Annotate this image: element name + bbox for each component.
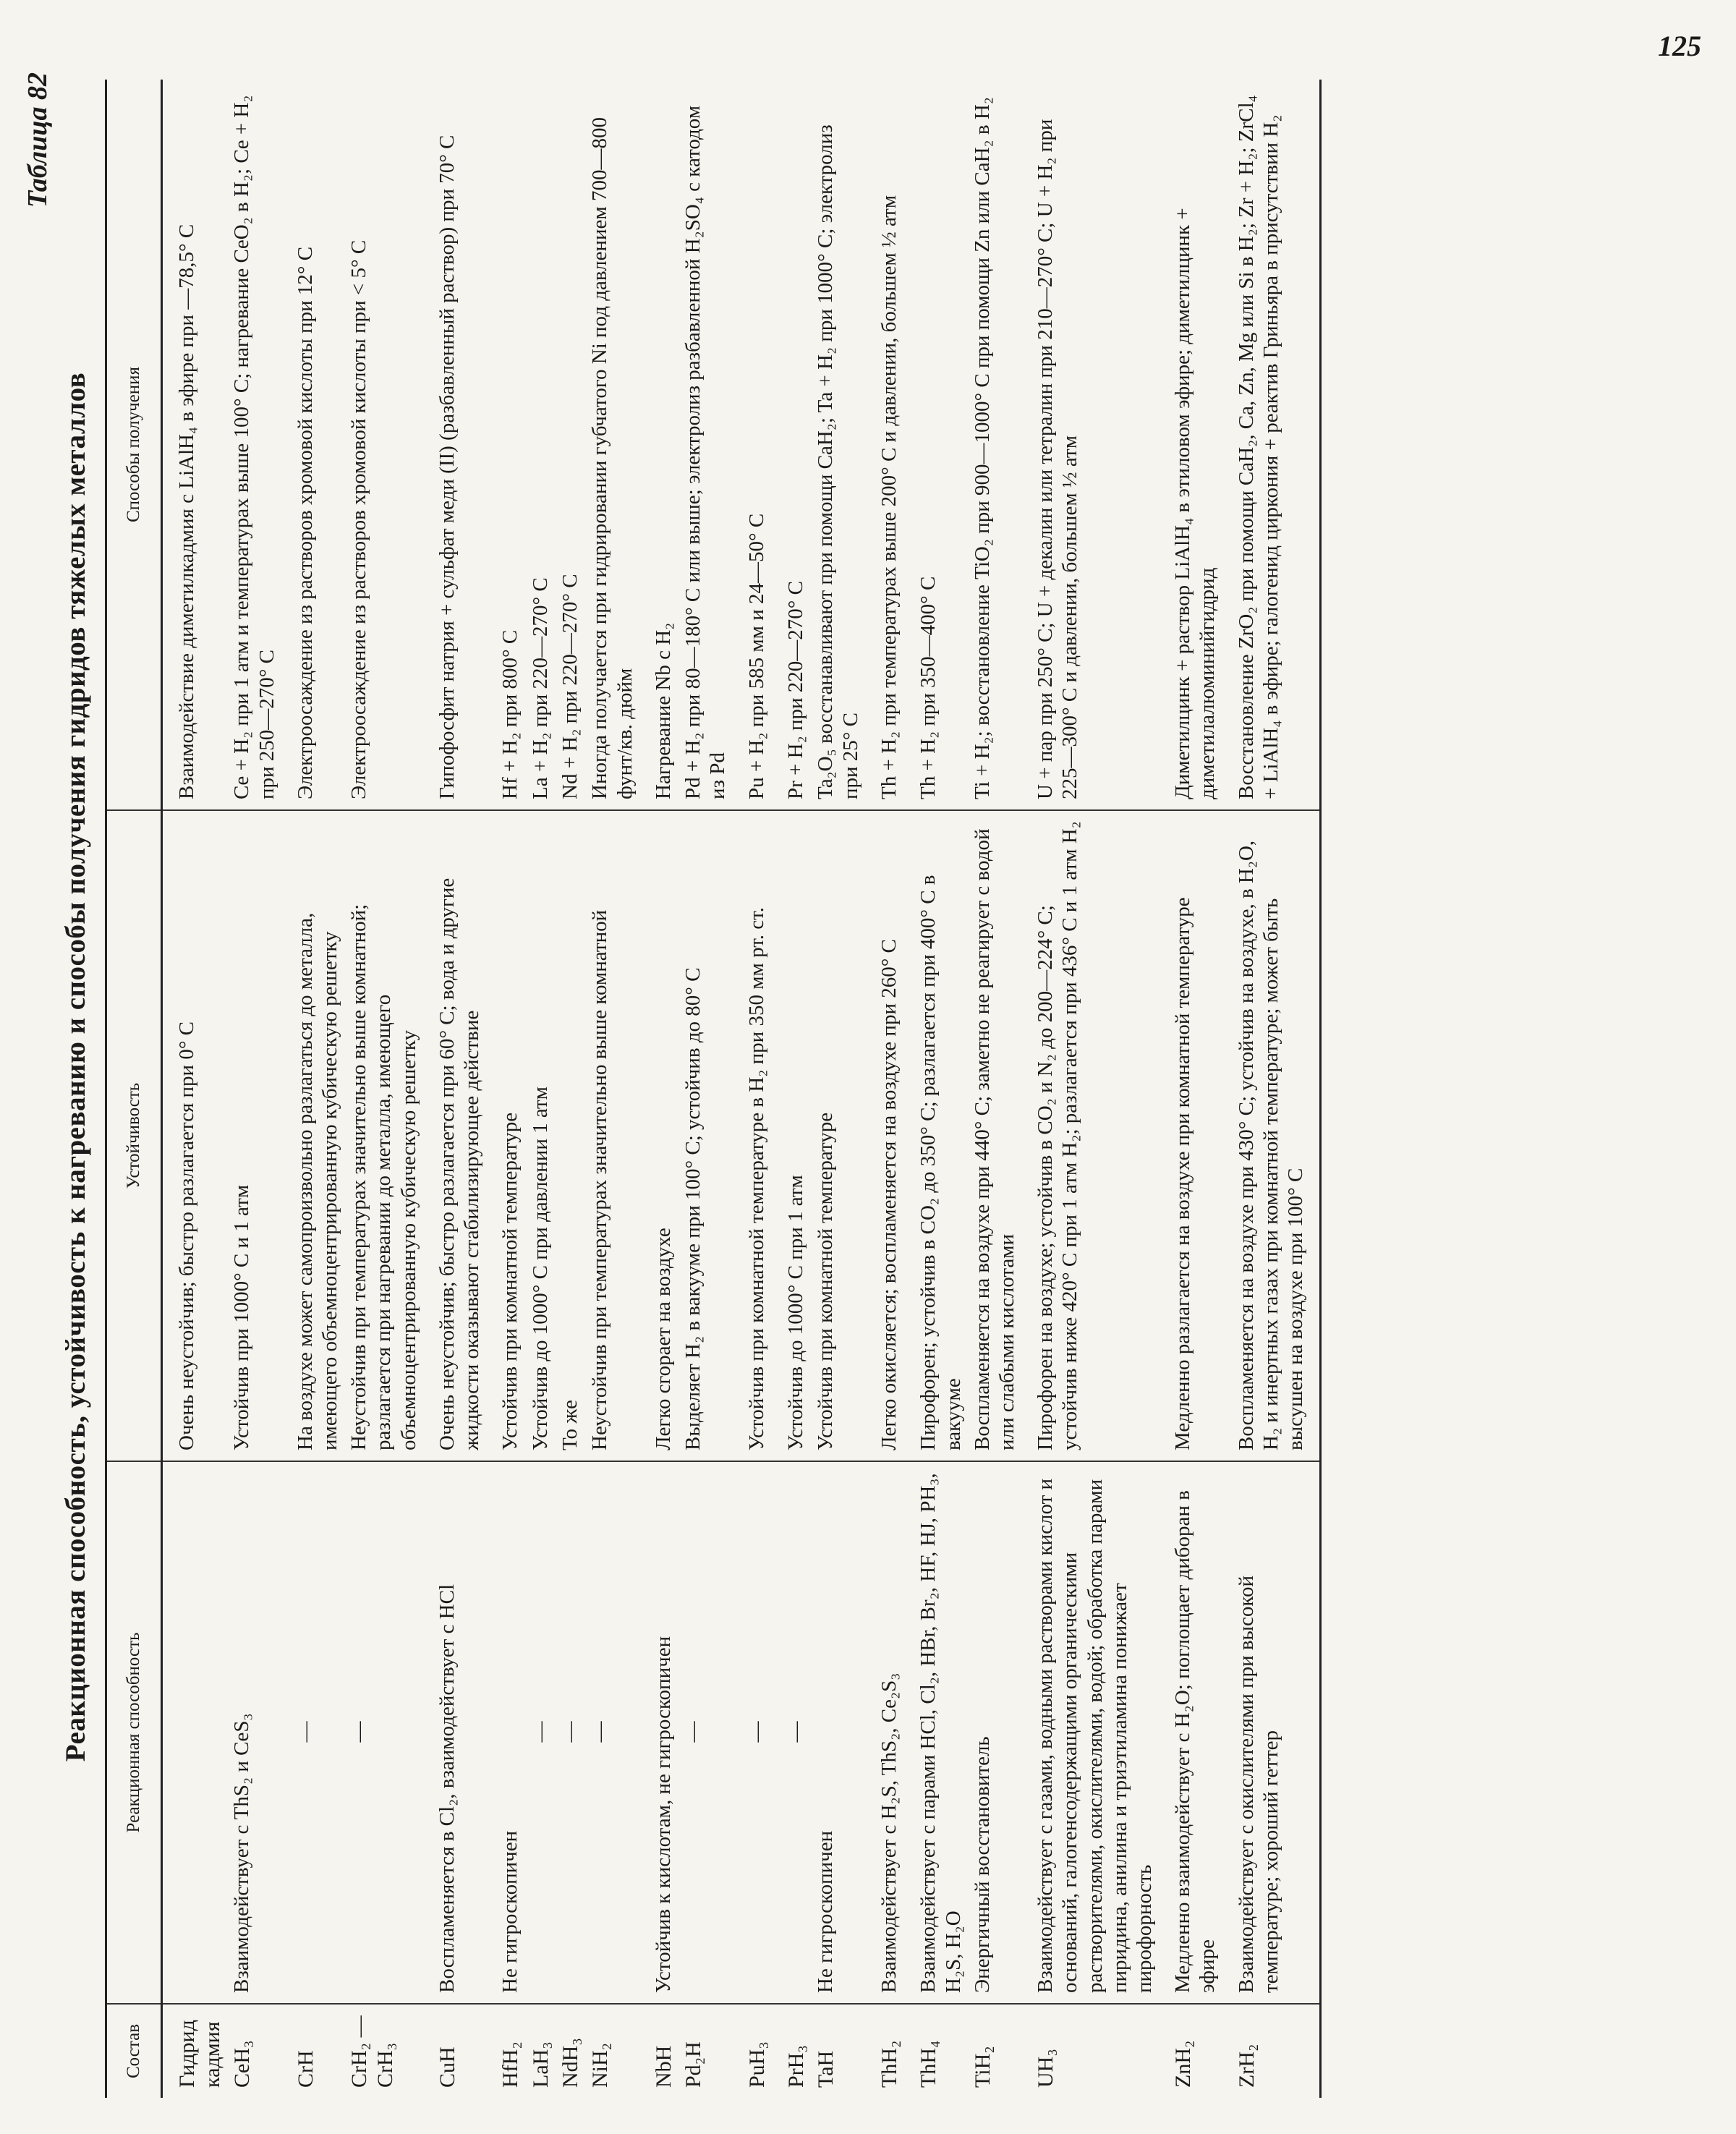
table-row (423, 80, 486, 2098)
dash-placeholder: — (293, 1721, 317, 1743)
reactivity-cell (678, 1461, 732, 2004)
reactivity-cell: Медленно взаимодействует с H₂O; поглощает диборан в эфире (1159, 1461, 1222, 2004)
preparation-cell: Нагревание Nb с H₂ (639, 80, 678, 810)
reactivity-cell (344, 1461, 423, 2004)
formula-cell: CrH₂ — CrH₃ (347, 2015, 397, 2088)
table-row (486, 80, 525, 2098)
reactivity-cell (556, 1461, 585, 2004)
reactivity-cell (585, 1461, 639, 2004)
stability-cell: Выделяет H₂ в вакууме при 100° С; устойчив до 80° С (678, 810, 732, 1461)
reactivity-cell: Не гигроскопичен (486, 1461, 525, 2004)
table-row (968, 80, 1021, 2098)
formula-cell: ZrH₂ (1222, 2004, 1321, 2098)
stability-cell: Устойчив до 1000° С при 1 атм (772, 810, 811, 1461)
reactivity-cell: Взаимодействует с H₂S, ThS₂, Ce₂S₃ (865, 1461, 904, 2004)
preparation-cell: Pd + H₂ при 80—180° С или выше; электролиз разбавленной H₂SO₄ с катодом из Pd (678, 80, 732, 810)
formula-cell: HfH₂ (498, 2041, 523, 2088)
preparation-cell: Диметилцинк + раствор LiAlH₄ в этиловом эфире; диметилцинк + диметилалюминийгидрид (1159, 80, 1222, 810)
reactivity-cell (772, 1461, 811, 2004)
table-row (865, 80, 904, 2098)
preparation-cell: Электроосаждение из растворов хромовой кислоты при 12° С (281, 80, 344, 810)
reactivity-cell: Взаимодействует с ThS₂ и CeS₃ (227, 1461, 281, 2004)
reactivity-cell: Взаимодействует с газами, водными растворами кислот и оснований, галогенсодержащими органическими растворителями, окислителями, водой; обработка парами пиридина, анилина и триэтиламина понижает пирофорность (1021, 1461, 1159, 2004)
table-row (639, 80, 678, 2098)
stability-cell: Пирофорен на воздухе; устойчив в CO₂ и N₂ до 200—224° С; устойчив ниже 420° С при 1 атм H₂; разлагается при 436° С и 1 атм H₂ (1021, 810, 1159, 1461)
dash-placeholder: — (558, 1721, 582, 1743)
formula-cell: UH₃ (1034, 2049, 1058, 2088)
formula-cell: CrH (293, 2050, 318, 2088)
column-header-reactivity: Реакционная способность (106, 1461, 162, 2004)
stability-cell: На воздухе может самопроизвольно разлагаться до металла, имеющего объемноцентрированную кубическую решетку (281, 810, 344, 1461)
reactivity-cell: Воспламеняется в Cl₂, взаимодействует с HCl (423, 1461, 486, 2004)
dash-placeholder: — (347, 1721, 371, 1743)
table-row (1159, 80, 1222, 2098)
table-row (904, 80, 967, 2098)
table-row (811, 80, 864, 2098)
preparation-cell: Pu + H₂ при 585 мм и 24—50° С (733, 80, 772, 810)
dash-placeholder: — (588, 1721, 612, 1743)
preparation-cell: Иногда получается при гидрировании губчатого Ni под давлением 700—800 фунт/кв. дюйм (585, 80, 639, 810)
table-row (281, 80, 344, 2098)
dash-placeholder: — (744, 1721, 768, 1743)
preparation-cell: Электроосаждение из растворов хромовой кислоты при < 5° С (344, 80, 423, 810)
formula-cell: NbH (651, 2045, 676, 2088)
table-row (526, 80, 556, 2098)
reactivity-cell: Взаимодействует с окислителями при высокой температуре; хороший геттер (1222, 1461, 1321, 2004)
stability-cell: Очень неустойчив; быстро разлагается при 0° С (161, 810, 227, 1461)
column-header-preparation: Способы получения (106, 80, 162, 810)
table-row (1021, 80, 1159, 2098)
stability-cell: Неустойчив при температурах значительно выше комнатной (585, 810, 639, 1461)
formula-cell: PuH₃ (744, 2041, 769, 2088)
formula-cell: NiH₂ (588, 2042, 613, 2088)
formula-cell: TaH (814, 2050, 838, 2088)
table-row (227, 80, 281, 2098)
table-row (556, 80, 585, 2098)
stability-cell: Устойчив при комнатной температуре (811, 810, 864, 1461)
table-label: Таблица 82 (22, 72, 53, 208)
reactivity-cell (161, 1461, 227, 2004)
stability-cell: Легко окисляется; воспламеняется на воздухе при 260° С (865, 810, 904, 1461)
reactivity-cell: Взаимодействует с парами HCl, Cl₂, HBr, Br₂, HF, HJ, PH₃, H₂S, H₂O (904, 1461, 967, 2004)
preparation-cell: Th + H₂ при 350—400° С (904, 80, 967, 810)
table-row (1222, 80, 1321, 2098)
stability-cell: Медленно разлагается на воздухе при комнатной температуре (1159, 810, 1222, 1461)
table-row (585, 80, 639, 2098)
stability-cell: Устойчив при 1000° С и 1 атм (227, 810, 281, 1461)
stability-cell: То же (556, 810, 585, 1461)
stability-cell: Воспламеняется на воздухе при 440° С; заметно не реагирует с водой или слабыми кислотами (968, 810, 1021, 1461)
preparation-cell: Hf + H₂ при 800° С (486, 80, 525, 810)
rotated-table-page (0, 43, 1729, 2134)
preparation-cell: Nd + H₂ при 220—270° С (556, 80, 585, 810)
table-row (678, 80, 732, 2098)
reactivity-cell: Устойчив к кислотам, не гигроскопичен (639, 1461, 678, 2004)
preparation-cell: Ti + H₂; восстановление TiO₂ при 900—1000° С при помощи Zn или CaH₂ в H₂ (968, 80, 1021, 810)
dash-placeholder: — (681, 1721, 705, 1743)
reactivity-cell (281, 1461, 344, 2004)
formula-cell: ThH₄ (916, 2040, 941, 2088)
header-row (106, 80, 162, 2098)
table-title: Реакционная способность, устойчивость к нагреванию и способы получения гидридов тяжелых металлов (60, 372, 91, 1762)
preparation-cell: Pr + H₂ при 220—270° С (772, 80, 811, 810)
preparation-cell: La + H₂ при 220—270° С (526, 80, 556, 810)
formula-cell: ZnH₂ (1171, 2040, 1196, 2088)
stability-cell: Пирофорен; устойчив в CO₂ до 350° С; разлагается при 400° С в вакууме (904, 810, 967, 1461)
preparation-cell: Ta₂O₅ восстанавливают при помощи CaH₂; Ta + H₂ при 1000° С; электролиз при 25° С (811, 80, 864, 810)
preparation-cell: U + пар при 250° С; U + декалин или тетралин при 210—270° С; U + H₂ при 225—300° С и давлении, большем ½ атм (1021, 80, 1159, 810)
column-header-composition: Состав (106, 2004, 162, 2098)
stability-cell: Очень неустойчив; быстро разлагается при 60° С; вода и другие жидкости оказывают стабилизирующее действие (423, 810, 486, 1461)
preparation-cell: Th + H₂ при температурах выше 200° С и давлении, большем ½ атм (865, 80, 904, 810)
formula-cell: LaH₃ (528, 2041, 553, 2088)
formula-cell: ThH₂ (877, 2040, 901, 2088)
preparation-cell: Гипофосфит натрия + сульфат меди (II) (разбавленный раствор) при 70° С (423, 80, 486, 810)
preparation-cell: Восстановление ZrO₂ при помощи CaH₂, Ca, Zn, Mg или Si в H₂; Zr + H₂; ZrCl₄ + LiAlH₄ в эфире; галогенид циркония + реактив Гриньяра в присутствии H₂ (1222, 80, 1321, 810)
reactivity-cell (526, 1461, 556, 2004)
reactivity-cell (733, 1461, 772, 2004)
formula-cell: NdH₃ (558, 2038, 583, 2088)
formula-cell: CeH₃ (230, 2040, 255, 2088)
reactivity-cell: Энергичный восстановитель (968, 1461, 1021, 2004)
table-row (344, 80, 423, 2098)
hydrides-table (105, 80, 1322, 2098)
formula-cell: Pd₂H (681, 2041, 706, 2088)
formula-cell: Гидрид кадмия (174, 2020, 224, 2088)
dash-placeholder: — (528, 1721, 552, 1743)
table-row (161, 80, 227, 2098)
formula-cell: PrH₃ (784, 2045, 809, 2088)
preparation-cell: Взаимодействие диметилкадмия с LiAlH₄ в эфире при —78,5° С (161, 80, 227, 810)
table-row (772, 80, 811, 2098)
column-header-stability: Устойчивость (106, 810, 162, 1461)
stability-cell: Устойчив при комнатной температуре в H₂ при 350 мм рт. ст. (733, 810, 772, 1461)
stability-cell: Неустойчив при температурах значительно выше комнатной; разлагается при нагревании до металла, имеющего объемноцентрированную кубическую решетку (344, 810, 423, 1461)
formula-cell: TiH₂ (970, 2046, 995, 2088)
page-number: 125 (1658, 30, 1701, 62)
stability-cell: Устойчив при комнатной температуре (486, 810, 525, 1461)
preparation-cell: Ce + H₂ при 1 атм и температурах выше 100° С; нагревание CeO₂ в H₂; Ce + H₂ при 250—270° С (227, 80, 281, 810)
stability-cell: Воспламеняется на воздухе при 430° С; устойчив на воздухе, в H₂O, H₂ и инертных газах при комнатной температуре; может быть высушен на воздухе при 100° С (1222, 810, 1321, 1461)
dash-placeholder: — (784, 1721, 808, 1743)
stability-cell: Устойчив до 1000° С при давлении 1 атм (526, 810, 556, 1461)
stability-cell: Легко сгорает на воздухе (639, 810, 678, 1461)
formula-cell: CuH (435, 2046, 459, 2088)
reactivity-cell: Не гигроскопичен (811, 1461, 864, 2004)
table-row (733, 80, 772, 2098)
